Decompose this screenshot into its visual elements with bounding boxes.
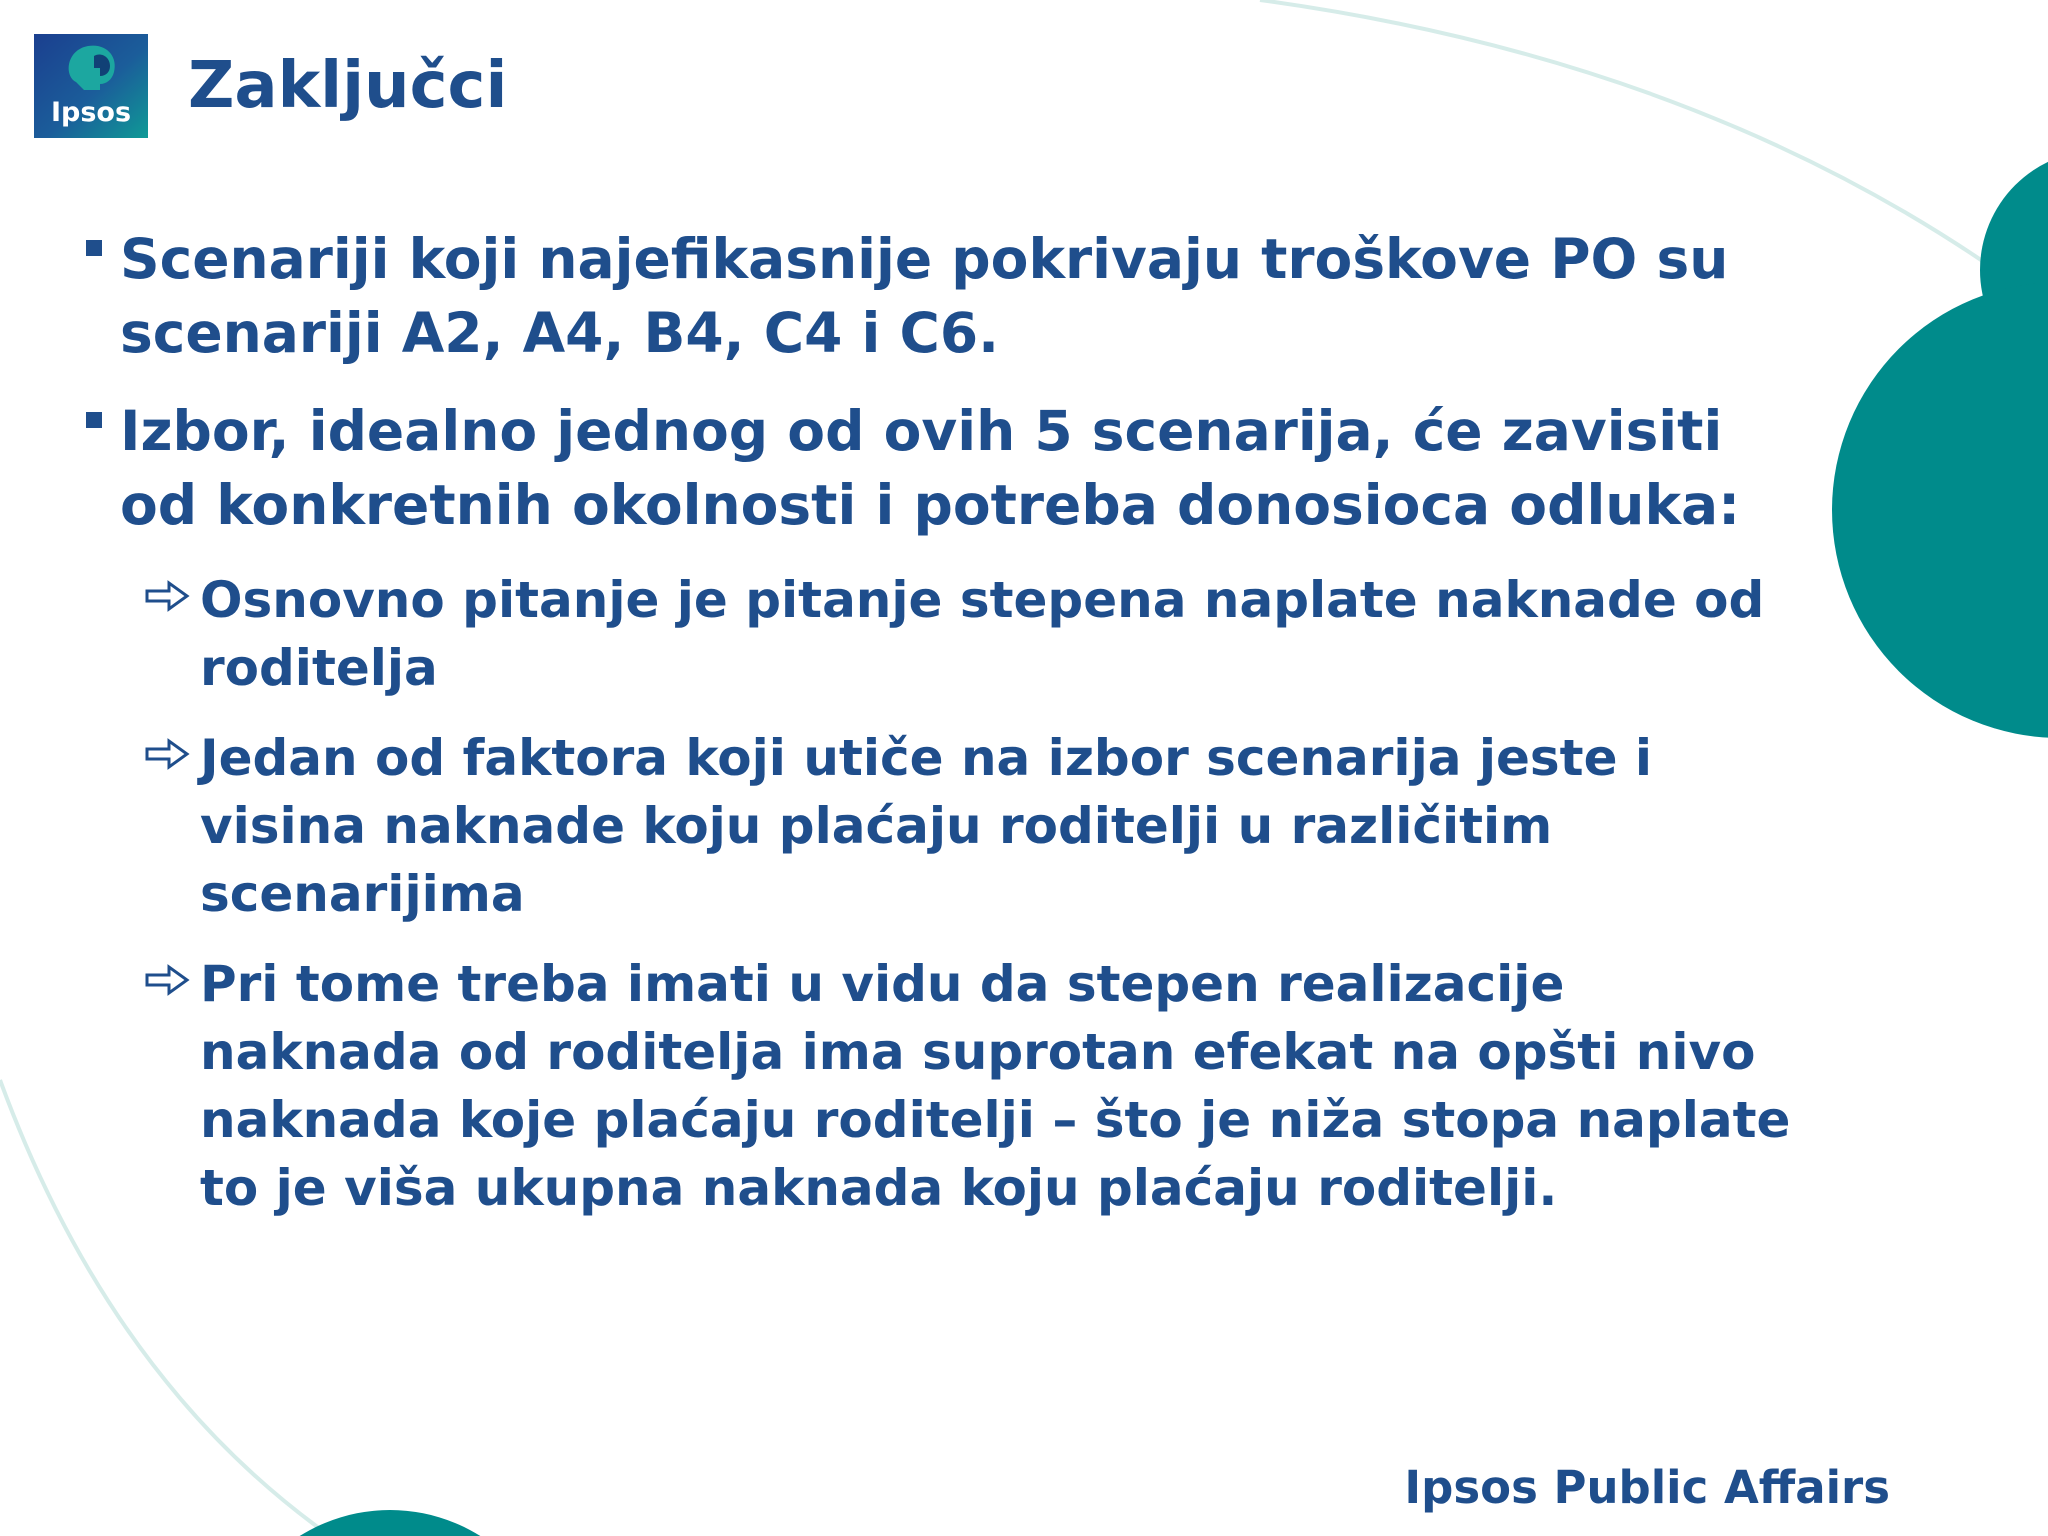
bullet-item [84,222,1804,370]
ipsos-logo-text: Ipsos [50,97,132,128]
square-bullet-icon [86,412,102,428]
ipsos-logo [34,34,148,138]
slide-title: Zaključci [188,49,508,123]
bullet-text: Scenariji koji najefikasnije pokrivaju troškove PO su scenariji A2, A4, B4, C4 i C6. [120,227,1729,365]
sub-bullet-text: Osnovno pitanje je pitanje stepena naplate naknade od roditelja [200,571,1765,697]
outline-arrow-icon [144,580,190,612]
sub-bullet-list [84,566,1804,1222]
sub-bullet-text: Pri tome treba imati u vidu da stepen realizacije naknada od roditelja ima suprotan efekat na opšti nivo naknada koje plaćaju roditelji – što je niža stopa naplate to je viša ukupna naknada koju plaćaju roditelji. [200,955,1791,1217]
footer-brand: Ipsos Public Affairs [1404,1461,1890,1514]
outline-arrow-icon [144,964,190,996]
sub-bullet-item [142,950,1804,1222]
slide-content [84,222,1804,1244]
square-bullet-icon [86,240,102,256]
outline-arrow-icon [144,738,190,770]
sub-bullet-item [142,566,1804,702]
bullet-item [84,394,1804,542]
sub-bullet-text: Jedan od faktora koji utiče na izbor scenarija jeste i visina naknade koju plaćaju roditelji u različitim scenarijima [200,729,1653,923]
decorative-circle-bottom [220,1510,560,1536]
bullet-text: Izbor, idealno jednog od ovih 5 scenarija, će zavisiti od konkretnih okolnosti i potreba donosioca odluka: [120,399,1741,537]
decorative-circle-right-large [1832,282,2048,738]
sub-bullet-item [142,724,1804,928]
decorative-circle-right-small [1980,150,2048,390]
